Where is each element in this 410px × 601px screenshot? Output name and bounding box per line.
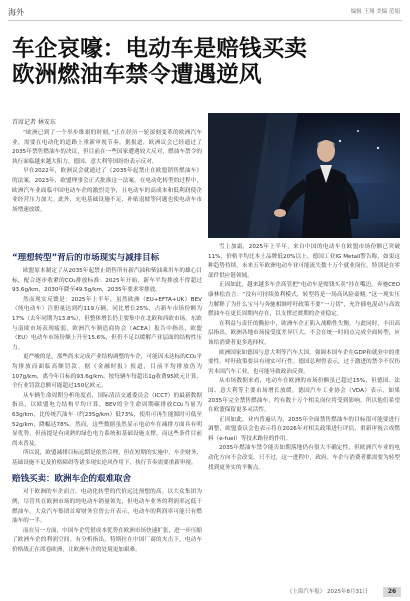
- section-tag: 海外: [8, 8, 24, 17]
- intro-paragraph: 早在2022年，欧洲议会就通过了《2035年起禁止在欧盟销售燃油车》的法案。2023年，欧盟理事会正式批准这一法案。在电动化转型的过程中，欧洲汽车业面临中国电动车企的激烈竞争，且电动车的高成本和低利润使企业经营压力加大。此外，充电基础设施不足、补贴退坡等问题也使电动车市场增速放缓。: [12, 168, 202, 213]
- body-paragraph: 而在另一方面，中国车企凭借成本优势在欧洲市场快速扩张，进一步压缩了欧洲车企的利润空间。有分析指出，特斯拉在中国厂商的夹击下，电动车价格战正在席卷欧洲，让欧洲车企的处境更加艰难。: [12, 527, 202, 554]
- body-paragraph: 正因如此，业内普遍认为，2035年全面禁售燃油车的目标很可能要进行调整，欧盟委员会也表示将在2026年对相关政策进行评估，重新审视合成燃料（e-fuel）等技术路径的作用。: [208, 416, 400, 442]
- section-heading: “理想转型”背后的市场现实与减排目标: [12, 253, 160, 263]
- right-column: [208, 243, 400, 579]
- body-paragraph: 更严峻的是，那些尚未完成产业结构调整的车企，可能因未达标的CO₂平均排放而面临高额罚款。据《金融时报》报道，目前平均排放仍为107g/km，离今年目标的93.6g/km、按每辆车每超出1g收费95欧元计算，全行业罚款总额可能超过150亿欧元。: [12, 354, 202, 390]
- article-headline: [12, 36, 402, 88]
- speaker-photo: [208, 113, 400, 238]
- body-paragraph: 从车辆生命周期分析角度看，国际清洁交通委员会（ICCT）的最新数据指出，以欧盟电力结构平均计算，BEV的全生命周期碳排放CO₂当量为63g/km，比传统汽油车（约235g/km）低73%，使用可再生能源时可低至52g/km，降幅达78%。然而，这些数据虽然显示电动车在减排方面具有明显优势，但前提是有成熟的绿色电力系统和基础设施支撑，而这些条件目前尚未普及。: [12, 392, 202, 447]
- left-column: [12, 253, 202, 580]
- body-paragraph: 在利益与责任的撕扯中，欧洲车企正陷入战略性失衡，与此同时，丰田高层指出，欧洲各地市场接受度差异巨大，不会在统一时间点完成全面转型，应该给消费者更多选择权。: [208, 320, 400, 346]
- publication-footer: 《上海汽车报》 2025年8月31日: [286, 589, 368, 595]
- header-divider: [8, 20, 402, 21]
- intro-paragraph: “欧洲已到了一个举步维艰的时刻。”正在经历一轮深刻变革的欧洲汽车业，需要在电动化的道路上重新审视节奏。据报道，欧洲议会已经通过了2035年禁售燃油车的决议，但目前在一些国家遭遇较大反对，燃油车禁令的执行面临越来越大阻力，德国、意大利等国纷纷表示反对。: [12, 130, 202, 165]
- article-photo: [208, 113, 400, 238]
- intro-column: [12, 129, 202, 251]
- headline-line-1: 车企哀嚎：电动车是赔钱买卖: [12, 36, 308, 62]
- editor-credits: 编辑 王翔 美编 范娟: [350, 9, 400, 15]
- body-paragraph: 欧盟原本制定了从2035年起禁止销售所有新汽油和柴油乘用车的雄心目标，配合逐步收紧的CO₂排放标准：2025年开始，新车平均排放不得超过93.6g/km，2030年降至49.5g/km，2035年要求零排放。: [12, 268, 202, 294]
- page-header: [0, 0, 410, 22]
- body-paragraph: 欧洲国家如德国与意大利等汽车大国，强调本国车企在GDP和就业中的重要性。呼吁政策要具有现实可行性。德国总理曾表示，过于激进的禁令不仅伤害本国汽车工业，也可能导致政治反弹。: [208, 349, 400, 375]
- body-paragraph: 2035年燃油车禁令能否如期落地仍有很大不确定性，但欧洲汽车业的电动化方向不会改变。只不过，这一进程中，政府、车企与消费者都需要为转型找到更务实的平衡点。: [208, 445, 400, 471]
- body-paragraph: 所以说，欧盟减排目标远期是依然合理，但在短期的实施中，车企财务、基础设施不足及价格障碍等诸多现实逆风作用下，执行节奏需要重新审视。: [12, 450, 202, 466]
- section-heading: 赔钱买卖：欧洲车企的艰难取舍: [12, 474, 132, 485]
- body-paragraph: 雪上加霜，2025年上半年，来自中国的电动车在欧盟市场份额已突破11%，价格平均比本土品牌低20%以上。德国工业IG Metall警告称，如果这种趋势持续，未来五年欧洲电动车业可能流失数十万个就业岗位，特别是在零部件供应链领域。: [208, 244, 400, 279]
- body-paragraph: 对于欧洲的车企而言，电动化转型的代价远比预想的高。以大众集团为例，尽管其在欧洲市场的纯电动车销量领先，但电动车业务的利润率远低于燃油车。大众汽车集团首席财务官曾公开表示，电动车的利润率可能只有燃油车的一半。: [12, 489, 202, 525]
- body-paragraph: 从市场数据来看，电动车在欧洲的市场份额虽已超过15%，但德国、法国、意大利等主要市场增长放缓，德国汽车工业协会（VDA）表示，如果2035年完全禁售燃油车，约有数十万个相关岗位将受到影响，所以他们希望在欧盟保留更多灵活性。: [208, 378, 400, 414]
- byline: 首席记者 林安东: [12, 119, 56, 126]
- headline-line-2: 欧洲燃油车禁令遭遇逆风: [12, 62, 262, 88]
- page-number: 26: [383, 587, 401, 597]
- body-paragraph: 然而现实反馈是：2025年上半年，虽然欧洲（EU+EFTA+UK）BEV（纯电动车）注册量达到约119万辆，同比增长25%，占新车市场份额为17%（去年同期为13.8%），但整体增长仍主要集中在北欧和西欧市场。东欧与南欧市场表现疲弱，欧洲汽车制造商协会（ACEA）报告中指出，欧盟（EU）电动车市场份额上升至15.6%，但仍不足以缓解产业层面的结构性压力。: [12, 296, 202, 351]
- body-paragraph: 正因如此，越来越多车企高管把“电动车是赔钱买卖”挂在嘴边。奔驰CEO康林松直言：“没有可持续盈利模式，转型将是一场高风险豪赌。”这一现实压力解释了为什么宝马与奔驰相继呼吁政策不要“一刀切”，允许插电混动与高效燃油车在更长周期内存在，以支撑过渡期的企业稳定。: [208, 282, 400, 318]
